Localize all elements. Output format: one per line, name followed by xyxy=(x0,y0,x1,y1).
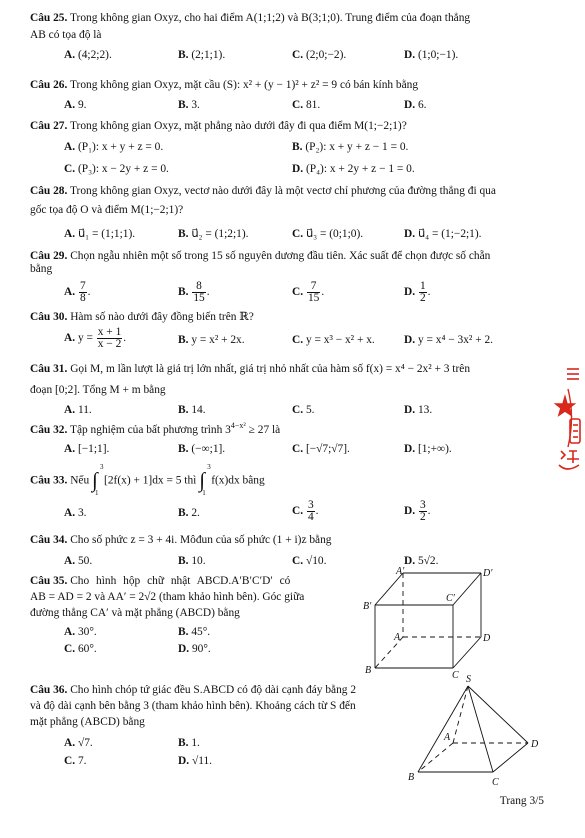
edge xyxy=(468,686,528,743)
q36-option-b: B. 1. xyxy=(178,737,200,749)
edge xyxy=(375,573,403,605)
integral-sign: ∫ 3 1 xyxy=(199,463,211,497)
q26-stem: Câu 26. Trong không gian Oxyz, mặt cầu (S): x² + (y − 1)² + z² = 9 có bán kính bằng xyxy=(30,79,419,91)
q35-stem: Câu 35. Cho hình hộp chữ nhật ABCD.A′B′C′D′ có xyxy=(30,575,291,587)
edge xyxy=(453,573,481,605)
page-number: Trang 3/5 xyxy=(499,795,544,807)
q32-stem: Câu 32. Tập nghiệm của bất phương trình $3^{4-x^2} \ge 27$ là xyxy=(30,421,281,436)
q34-stem: Câu 34. Cho số phức z = 3 + 4i. Môđun của số phức (1 + i)z bằng xyxy=(30,534,332,546)
q36-stem-2: và độ dài cạnh bên bằng 3 (tham khảo hình bên). Khoảng cách từ S đến xyxy=(30,700,356,712)
hidden-edge xyxy=(453,686,468,743)
label-a1: A′ xyxy=(396,566,405,577)
q27-option-a: A. (P₁): x + y + z = 0. xyxy=(64,141,164,153)
q29-option-c: C. $\frac{7}{15}$ . xyxy=(292,280,325,304)
q32-option-c: C. [−√7;√7]. xyxy=(292,443,350,455)
label-d: D xyxy=(483,633,491,644)
label-d: D xyxy=(531,739,539,750)
q33-stem: Câu 33. Nếu ∫ 3 1 [2f(x) + 1]dx = 5 thì ∫ 3 1 f(x)dx bằng xyxy=(30,463,265,497)
label-a: A xyxy=(444,732,451,743)
q31-option-c: C. 5. xyxy=(292,404,315,416)
q26-option-d: D. 6. xyxy=(404,99,427,111)
q28-stem-2: gốc tọa độ O và điểm M(1;−2;1)? xyxy=(30,204,184,216)
q26-option-b: B. 3. xyxy=(178,99,200,111)
integral-sign: ∫ 3 1 xyxy=(92,463,104,497)
q29-option-b: B. $\frac{8}{15}$ . xyxy=(178,280,210,304)
q36-option-a: A. √7. xyxy=(64,737,93,749)
q36-option-d: D. √11. xyxy=(178,755,213,767)
q32-option-a: A. [−1;1]. xyxy=(64,443,110,455)
q31-option-d: D. 13. xyxy=(404,404,433,416)
q25-stem: Câu 25. Trong không gian Oxyz, cho hai điểm A(1;1;2) và B(3;1;0). Trung điểm của đoạn thẳng xyxy=(30,12,471,24)
q25-option-b: B. (2;1;1). xyxy=(178,49,226,61)
q31-option-a: A. 11. xyxy=(64,404,92,416)
label-b: B xyxy=(365,665,372,676)
fraction: $\frac{7}{8}$ xyxy=(79,280,86,304)
q26-option-a: A. 9. xyxy=(64,99,87,111)
label-b: B xyxy=(408,772,415,783)
q28-option-c: C. u⃗₃ = (0;1;0). xyxy=(292,228,364,240)
label-a: A xyxy=(394,632,401,643)
q30-option-a: A. y = $\frac{x + 1}{x - 2}$ . xyxy=(64,326,127,350)
q33-option-c: C. $\frac{3}{4}$ . xyxy=(292,499,319,523)
q32-option-d: D. [1;+∞). xyxy=(404,443,452,455)
q30-option-d: D. y = x⁴ − 3x² + 2. xyxy=(404,334,494,346)
label-d1: D′ xyxy=(483,568,493,579)
hidden-edge xyxy=(418,743,453,772)
fraction: $\frac{1}{2}$ xyxy=(419,280,426,304)
q27-stem: Câu 27. Trong không gian Oxyz, mặt phẳng nào dưới đây đi qua điểm M(1;−2;1)? xyxy=(30,120,407,132)
q33-option-b: B. 2. xyxy=(178,507,200,519)
q25-option-a: A. (4;2;2). xyxy=(64,49,112,61)
seal-stamp xyxy=(553,367,583,474)
q36-stem: Câu 36. Cho hình chóp tứ giác đều S.ABCD có độ dài cạnh đáy bằng 2 xyxy=(30,684,357,696)
fraction: $\frac{3}{4}$ xyxy=(307,499,314,523)
fraction: $\frac{3}{2}$ xyxy=(419,499,426,523)
fraction: $\frac{8}{15}$ xyxy=(193,280,205,304)
q30-stem: Câu 30. Hàm số nào dưới đây đồng biến trên ℝ? xyxy=(30,311,254,323)
fraction: $\frac{x + 1}{x - 2}$ xyxy=(97,326,122,350)
q33-option-a: A. 3. xyxy=(64,507,87,519)
q33-option-d: D. $\frac{3}{2}$ . xyxy=(404,499,431,523)
q35-option-c: C. 60°. xyxy=(64,643,97,655)
q30-option-b: B. y = x² + 2x. xyxy=(178,334,245,346)
q32-option-b: B. (−∞;1]. xyxy=(178,443,226,455)
q35-option-a: A. 30°. xyxy=(64,626,97,638)
q29-stem-2: bằng xyxy=(30,263,53,275)
q29-stem: Câu 29. Chọn ngẫu nhiên một số trong 15 số nguyên dương đầu tiên. Xác suất để chọn được số chẵn xyxy=(30,250,491,262)
q31-stem-2: đoạn [0;2]. Tổng M + m bằng xyxy=(30,384,166,396)
q35-stem-3: đường thẳng CA′ và mặt phẳng (ABCD) bằng xyxy=(30,607,240,619)
q35-stem-2: AB = AD = 2 và AA′ = 2√2 (tham khảo hình bên). Góc giữa xyxy=(30,591,305,603)
q25-option-c: C. (2;0;−2). xyxy=(292,49,347,61)
q35-box-figure xyxy=(360,565,500,680)
q34-option-a: A. 50. xyxy=(64,555,93,567)
q31-option-b: B. 14. xyxy=(178,404,206,416)
q29-option-a: A. $\frac{7}{8}$ . xyxy=(64,280,91,304)
q28-stem: Câu 28. Trong không gian Oxyz, vectơ nào dưới đây là một vectơ chỉ phương của đường thẳng đi qua xyxy=(30,185,496,197)
q28-option-d: D. u⃗₄ = (1;−2;1). xyxy=(404,228,482,240)
q35-option-d: D. 90°. xyxy=(178,643,211,655)
q28-option-b: B. u⃗₂ = (1;2;1). xyxy=(178,228,249,240)
q34-option-d: D. 5√2. xyxy=(404,555,439,567)
q28-option-a: A. u⃗₁ = (1;1;1). xyxy=(64,228,136,240)
q27-option-c: C. (P₃): x − 2y + z = 0. xyxy=(64,163,169,175)
q34-option-c: C. √10. xyxy=(292,555,327,567)
edge xyxy=(493,743,528,772)
label-b1: B′ xyxy=(363,601,372,612)
q35-option-b: B. 45°. xyxy=(178,626,211,638)
edge xyxy=(453,637,481,668)
q29-option-d: D. $\frac{1}{2}$ . xyxy=(404,280,431,304)
q27-option-b: B. (P₂): x + y + z − 1 = 0. xyxy=(292,141,409,153)
q36-pyramid-figure xyxy=(400,672,550,790)
label-c: C xyxy=(452,670,459,680)
q25-stem-2: AB có tọa độ là xyxy=(30,29,102,41)
edge xyxy=(418,686,468,772)
q30-option-c: C. y = x³ − x² + x. xyxy=(292,334,375,346)
q26-option-c: C. 81. xyxy=(292,99,321,111)
q31-stem: Câu 31. Gọi M, m lần lượt là giá trị lớn nhất, giá trị nhỏ nhất của hàm số f(x) = x⁴ − 2x² + 3 trên xyxy=(30,363,471,375)
q27-option-d: D. (P₄): x + 2y + z − 1 = 0. xyxy=(292,163,415,175)
q36-stem-3: mặt phẳng (ABCD) bằng xyxy=(30,716,145,728)
fraction: $\frac{7}{15}$ xyxy=(307,280,320,304)
label-c1: C′ xyxy=(446,593,455,604)
edge xyxy=(468,686,493,772)
label-s: S xyxy=(466,674,471,685)
q25-option-d: D. (1;0;−1). xyxy=(404,49,459,61)
label-c: C xyxy=(492,777,499,788)
q36-option-c: C. 7. xyxy=(64,755,87,767)
q34-option-b: B. 10. xyxy=(178,555,206,567)
